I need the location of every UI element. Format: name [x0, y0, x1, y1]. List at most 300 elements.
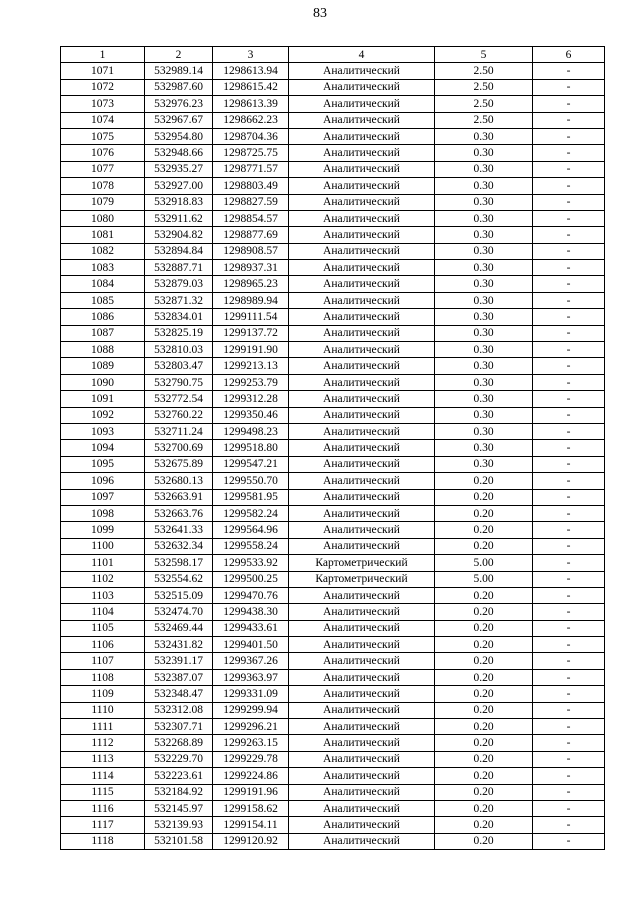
method-cell: Картометрический — [289, 555, 435, 571]
y-coordinate-cell: 1299367.26 — [213, 653, 289, 669]
method-cell: Аналитический — [289, 243, 435, 259]
x-coordinate-cell: 532879.03 — [145, 276, 213, 292]
table-row — [61, 571, 605, 587]
point-number-cell: 1111 — [61, 719, 145, 735]
y-coordinate-cell: 1299111.54 — [213, 309, 289, 325]
note-cell: - — [533, 604, 605, 620]
accuracy-cell: 0.20 — [435, 719, 533, 735]
note-cell: - — [533, 751, 605, 767]
point-number-cell: 1102 — [61, 571, 145, 587]
note-cell: - — [533, 735, 605, 751]
table-row — [61, 473, 605, 489]
point-number-cell: 1118 — [61, 833, 145, 849]
point-number-cell: 1087 — [61, 325, 145, 341]
point-number-cell: 1084 — [61, 276, 145, 292]
point-number-cell: 1072 — [61, 79, 145, 95]
method-cell: Аналитический — [289, 505, 435, 521]
accuracy-cell: 0.20 — [435, 473, 533, 489]
x-coordinate-cell: 532469.44 — [145, 620, 213, 636]
x-coordinate-cell: 532139.93 — [145, 817, 213, 833]
accuracy-cell: 0.20 — [435, 604, 533, 620]
table-row — [61, 227, 605, 243]
accuracy-cell: 0.20 — [435, 817, 533, 833]
method-cell: Аналитический — [289, 456, 435, 472]
note-cell: - — [533, 407, 605, 423]
note-cell: - — [533, 522, 605, 538]
accuracy-cell: 0.20 — [435, 800, 533, 816]
note-cell: - — [533, 702, 605, 718]
point-number-cell: 1088 — [61, 342, 145, 358]
method-cell: Аналитический — [289, 489, 435, 505]
x-coordinate-cell: 532229.70 — [145, 751, 213, 767]
note-cell: - — [533, 768, 605, 784]
point-number-cell: 1117 — [61, 817, 145, 833]
table-row — [61, 833, 605, 849]
x-coordinate-cell: 532834.01 — [145, 309, 213, 325]
accuracy-cell: 0.20 — [435, 637, 533, 653]
method-cell: Аналитический — [289, 735, 435, 751]
y-coordinate-cell: 1298662.23 — [213, 112, 289, 128]
y-coordinate-cell: 1299191.96 — [213, 784, 289, 800]
point-number-cell: 1092 — [61, 407, 145, 423]
method-cell: Аналитический — [289, 260, 435, 276]
x-coordinate-cell: 532967.67 — [145, 112, 213, 128]
table-row — [61, 407, 605, 423]
note-cell: - — [533, 276, 605, 292]
note-cell: - — [533, 784, 605, 800]
accuracy-cell: 0.20 — [435, 784, 533, 800]
table-row — [61, 538, 605, 554]
point-number-cell: 1095 — [61, 456, 145, 472]
table-row — [61, 489, 605, 505]
table-row — [61, 653, 605, 669]
table-row — [61, 587, 605, 603]
note-cell: - — [533, 112, 605, 128]
note-cell: - — [533, 505, 605, 521]
y-coordinate-cell: 1298613.39 — [213, 96, 289, 112]
column-header: 1 — [61, 47, 145, 63]
point-number-cell: 1077 — [61, 161, 145, 177]
y-coordinate-cell: 1298615.42 — [213, 79, 289, 95]
accuracy-cell: 0.30 — [435, 358, 533, 374]
y-coordinate-cell: 1299581.95 — [213, 489, 289, 505]
y-coordinate-cell: 1299120.92 — [213, 833, 289, 849]
x-coordinate-cell: 532987.60 — [145, 79, 213, 95]
table-header-row — [61, 47, 605, 63]
method-cell: Аналитический — [289, 292, 435, 308]
accuracy-cell: 5.00 — [435, 571, 533, 587]
method-cell: Аналитический — [289, 604, 435, 620]
method-cell: Аналитический — [289, 63, 435, 79]
note-cell: - — [533, 440, 605, 456]
point-number-cell: 1074 — [61, 112, 145, 128]
method-cell: Аналитический — [289, 96, 435, 112]
x-coordinate-cell: 532474.70 — [145, 604, 213, 620]
method-cell: Аналитический — [289, 538, 435, 554]
method-cell: Аналитический — [289, 768, 435, 784]
x-coordinate-cell: 532598.17 — [145, 555, 213, 571]
accuracy-cell: 0.30 — [435, 407, 533, 423]
table-row — [61, 620, 605, 636]
method-cell: Аналитический — [289, 358, 435, 374]
note-cell: - — [533, 719, 605, 735]
accuracy-cell: 0.20 — [435, 489, 533, 505]
table-row — [61, 637, 605, 653]
point-number-cell: 1101 — [61, 555, 145, 571]
note-cell: - — [533, 309, 605, 325]
y-coordinate-cell: 1299229.78 — [213, 751, 289, 767]
y-coordinate-cell: 1299331.09 — [213, 686, 289, 702]
accuracy-cell: 0.30 — [435, 440, 533, 456]
column-header: 3 — [213, 47, 289, 63]
table-row — [61, 423, 605, 439]
accuracy-cell: 0.30 — [435, 128, 533, 144]
x-coordinate-cell: 532663.91 — [145, 489, 213, 505]
method-cell: Аналитический — [289, 473, 435, 489]
note-cell: - — [533, 686, 605, 702]
accuracy-cell: 0.30 — [435, 210, 533, 226]
point-number-cell: 1093 — [61, 423, 145, 439]
point-number-cell: 1090 — [61, 374, 145, 390]
y-coordinate-cell: 1299518.80 — [213, 440, 289, 456]
y-coordinate-cell: 1298965.23 — [213, 276, 289, 292]
y-coordinate-cell: 1299299.94 — [213, 702, 289, 718]
x-coordinate-cell: 532145.97 — [145, 800, 213, 816]
y-coordinate-cell: 1299154.11 — [213, 817, 289, 833]
accuracy-cell: 0.20 — [435, 702, 533, 718]
note-cell: - — [533, 637, 605, 653]
table-row — [61, 325, 605, 341]
table-row — [61, 145, 605, 161]
table-row — [61, 735, 605, 751]
x-coordinate-cell: 532387.07 — [145, 669, 213, 685]
x-coordinate-cell: 532632.34 — [145, 538, 213, 554]
accuracy-cell: 0.20 — [435, 505, 533, 521]
y-coordinate-cell: 1299363.97 — [213, 669, 289, 685]
table-row — [61, 374, 605, 390]
accuracy-cell: 0.30 — [435, 194, 533, 210]
method-cell: Аналитический — [289, 227, 435, 243]
table-row — [61, 505, 605, 521]
accuracy-cell: 0.30 — [435, 342, 533, 358]
point-number-cell: 1096 — [61, 473, 145, 489]
table-row — [61, 751, 605, 767]
note-cell: - — [533, 374, 605, 390]
table-row — [61, 112, 605, 128]
method-cell: Аналитический — [289, 669, 435, 685]
y-coordinate-cell: 1299296.21 — [213, 719, 289, 735]
note-cell: - — [533, 800, 605, 816]
accuracy-cell: 0.30 — [435, 276, 533, 292]
table-row — [61, 63, 605, 79]
note-cell: - — [533, 292, 605, 308]
y-coordinate-cell: 1299533.92 — [213, 555, 289, 571]
table-row — [61, 522, 605, 538]
point-number-cell: 1099 — [61, 522, 145, 538]
accuracy-cell: 0.20 — [435, 669, 533, 685]
y-coordinate-cell: 1299253.79 — [213, 374, 289, 390]
point-number-cell: 1086 — [61, 309, 145, 325]
method-cell: Аналитический — [289, 374, 435, 390]
note-cell: - — [533, 227, 605, 243]
x-coordinate-cell: 532184.92 — [145, 784, 213, 800]
accuracy-cell: 0.30 — [435, 260, 533, 276]
accuracy-cell: 0.30 — [435, 325, 533, 341]
note-cell: - — [533, 342, 605, 358]
accuracy-cell: 0.20 — [435, 538, 533, 554]
x-coordinate-cell: 532887.71 — [145, 260, 213, 276]
table-row — [61, 768, 605, 784]
table-row — [61, 342, 605, 358]
point-number-cell: 1076 — [61, 145, 145, 161]
point-number-cell: 1098 — [61, 505, 145, 521]
table-row — [61, 702, 605, 718]
accuracy-cell: 0.30 — [435, 456, 533, 472]
x-coordinate-cell: 532641.33 — [145, 522, 213, 538]
point-number-cell: 1106 — [61, 637, 145, 653]
y-coordinate-cell: 1298827.59 — [213, 194, 289, 210]
x-coordinate-cell: 532223.61 — [145, 768, 213, 784]
note-cell: - — [533, 243, 605, 259]
note-cell: - — [533, 178, 605, 194]
y-coordinate-cell: 1298803.49 — [213, 178, 289, 194]
y-coordinate-cell: 1299550.70 — [213, 473, 289, 489]
point-number-cell: 1113 — [61, 751, 145, 767]
method-cell: Аналитический — [289, 522, 435, 538]
method-cell: Аналитический — [289, 423, 435, 439]
y-coordinate-cell: 1299433.61 — [213, 620, 289, 636]
table-row — [61, 96, 605, 112]
x-coordinate-cell: 532680.13 — [145, 473, 213, 489]
method-cell: Аналитический — [289, 342, 435, 358]
table-row — [61, 391, 605, 407]
column-header: 2 — [145, 47, 213, 63]
accuracy-cell: 0.30 — [435, 374, 533, 390]
y-coordinate-cell: 1298877.69 — [213, 227, 289, 243]
note-cell: - — [533, 391, 605, 407]
x-coordinate-cell: 532711.24 — [145, 423, 213, 439]
accuracy-cell: 2.50 — [435, 79, 533, 95]
method-cell: Аналитический — [289, 440, 435, 456]
x-coordinate-cell: 532663.76 — [145, 505, 213, 521]
accuracy-cell: 0.20 — [435, 587, 533, 603]
x-coordinate-cell: 532871.32 — [145, 292, 213, 308]
table-row — [61, 817, 605, 833]
point-number-cell: 1105 — [61, 620, 145, 636]
note-cell: - — [533, 423, 605, 439]
method-cell: Аналитический — [289, 161, 435, 177]
x-coordinate-cell: 532948.66 — [145, 145, 213, 161]
method-cell: Аналитический — [289, 833, 435, 849]
y-coordinate-cell: 1299564.96 — [213, 522, 289, 538]
note-cell: - — [533, 210, 605, 226]
table-row — [61, 604, 605, 620]
method-cell: Аналитический — [289, 751, 435, 767]
point-number-cell: 1078 — [61, 178, 145, 194]
point-number-cell: 1080 — [61, 210, 145, 226]
x-coordinate-cell: 532803.47 — [145, 358, 213, 374]
table-row — [61, 800, 605, 816]
y-coordinate-cell: 1299263.15 — [213, 735, 289, 751]
accuracy-cell: 0.20 — [435, 653, 533, 669]
x-coordinate-cell: 532307.71 — [145, 719, 213, 735]
x-coordinate-cell: 532268.89 — [145, 735, 213, 751]
y-coordinate-cell: 1299213.13 — [213, 358, 289, 374]
method-cell: Аналитический — [289, 800, 435, 816]
point-number-cell: 1104 — [61, 604, 145, 620]
method-cell: Аналитический — [289, 686, 435, 702]
page-number: 83 — [313, 6, 327, 21]
x-coordinate-cell: 532911.62 — [145, 210, 213, 226]
x-coordinate-cell: 532976.23 — [145, 96, 213, 112]
note-cell: - — [533, 358, 605, 374]
table-row — [61, 210, 605, 226]
table-body — [61, 63, 605, 850]
accuracy-cell: 0.20 — [435, 833, 533, 849]
method-cell: Аналитический — [289, 194, 435, 210]
point-number-cell: 1108 — [61, 669, 145, 685]
method-cell: Аналитический — [289, 637, 435, 653]
y-coordinate-cell: 1299312.28 — [213, 391, 289, 407]
point-number-cell: 1100 — [61, 538, 145, 554]
x-coordinate-cell: 532312.08 — [145, 702, 213, 718]
point-number-cell: 1083 — [61, 260, 145, 276]
y-coordinate-cell: 1299224.86 — [213, 768, 289, 784]
method-cell: Аналитический — [289, 112, 435, 128]
point-number-cell: 1097 — [61, 489, 145, 505]
note-cell: - — [533, 833, 605, 849]
x-coordinate-cell: 532954.80 — [145, 128, 213, 144]
y-coordinate-cell: 1298854.57 — [213, 210, 289, 226]
method-cell: Аналитический — [289, 178, 435, 194]
note-cell: - — [533, 620, 605, 636]
accuracy-cell: 0.30 — [435, 161, 533, 177]
y-coordinate-cell: 1299500.25 — [213, 571, 289, 587]
method-cell: Аналитический — [289, 620, 435, 636]
note-cell: - — [533, 325, 605, 341]
y-coordinate-cell: 1298908.57 — [213, 243, 289, 259]
point-number-cell: 1116 — [61, 800, 145, 816]
accuracy-cell: 0.30 — [435, 227, 533, 243]
method-cell: Аналитический — [289, 719, 435, 735]
table-row — [61, 79, 605, 95]
table-row — [61, 292, 605, 308]
method-cell: Аналитический — [289, 210, 435, 226]
y-coordinate-cell: 1298771.57 — [213, 161, 289, 177]
point-number-cell: 1081 — [61, 227, 145, 243]
method-cell: Аналитический — [289, 325, 435, 341]
y-coordinate-cell: 1299350.46 — [213, 407, 289, 423]
table-row — [61, 260, 605, 276]
x-coordinate-cell: 532894.84 — [145, 243, 213, 259]
x-coordinate-cell: 532431.82 — [145, 637, 213, 653]
x-coordinate-cell: 532772.54 — [145, 391, 213, 407]
accuracy-cell: 0.30 — [435, 178, 533, 194]
x-coordinate-cell: 532760.22 — [145, 407, 213, 423]
point-number-cell: 1079 — [61, 194, 145, 210]
y-coordinate-cell: 1299498.23 — [213, 423, 289, 439]
table-row — [61, 456, 605, 472]
point-number-cell: 1085 — [61, 292, 145, 308]
point-number-cell: 1075 — [61, 128, 145, 144]
coordinates-table — [60, 46, 605, 850]
y-coordinate-cell: 1299191.90 — [213, 342, 289, 358]
table-row — [61, 358, 605, 374]
accuracy-cell: 0.30 — [435, 309, 533, 325]
note-cell: - — [533, 96, 605, 112]
point-number-cell: 1091 — [61, 391, 145, 407]
point-number-cell: 1089 — [61, 358, 145, 374]
x-coordinate-cell: 532927.00 — [145, 178, 213, 194]
method-cell: Аналитический — [289, 587, 435, 603]
x-coordinate-cell: 532675.89 — [145, 456, 213, 472]
note-cell: - — [533, 817, 605, 833]
table-row — [61, 784, 605, 800]
x-coordinate-cell: 532790.75 — [145, 374, 213, 390]
note-cell: - — [533, 161, 605, 177]
y-coordinate-cell: 1299558.24 — [213, 538, 289, 554]
table-row — [61, 194, 605, 210]
y-coordinate-cell: 1299547.21 — [213, 456, 289, 472]
accuracy-cell: 5.00 — [435, 555, 533, 571]
x-coordinate-cell: 532391.17 — [145, 653, 213, 669]
table-row — [61, 276, 605, 292]
table-row — [61, 161, 605, 177]
method-cell: Аналитический — [289, 817, 435, 833]
method-cell: Аналитический — [289, 407, 435, 423]
point-number-cell: 1112 — [61, 735, 145, 751]
note-cell: - — [533, 194, 605, 210]
note-cell: - — [533, 538, 605, 554]
x-coordinate-cell: 532918.83 — [145, 194, 213, 210]
accuracy-cell: 0.20 — [435, 751, 533, 767]
y-coordinate-cell: 1299438.30 — [213, 604, 289, 620]
method-cell: Аналитический — [289, 784, 435, 800]
x-coordinate-cell: 532700.69 — [145, 440, 213, 456]
note-cell: - — [533, 653, 605, 669]
accuracy-cell: 0.30 — [435, 145, 533, 161]
method-cell: Аналитический — [289, 391, 435, 407]
column-header: 5 — [435, 47, 533, 63]
method-cell: Аналитический — [289, 309, 435, 325]
accuracy-cell: 0.30 — [435, 243, 533, 259]
y-coordinate-cell: 1298937.31 — [213, 260, 289, 276]
table-row — [61, 440, 605, 456]
point-number-cell: 1073 — [61, 96, 145, 112]
method-cell: Картометрический — [289, 571, 435, 587]
accuracy-cell: 0.20 — [435, 686, 533, 702]
note-cell: - — [533, 128, 605, 144]
note-cell: - — [533, 63, 605, 79]
y-coordinate-cell: 1298989.94 — [213, 292, 289, 308]
x-coordinate-cell: 532935.27 — [145, 161, 213, 177]
y-coordinate-cell: 1299582.24 — [213, 505, 289, 521]
x-coordinate-cell: 532825.19 — [145, 325, 213, 341]
y-coordinate-cell: 1299401.50 — [213, 637, 289, 653]
note-cell: - — [533, 456, 605, 472]
table-row — [61, 128, 605, 144]
accuracy-cell: 0.20 — [435, 735, 533, 751]
point-number-cell: 1114 — [61, 768, 145, 784]
accuracy-cell: 0.20 — [435, 620, 533, 636]
note-cell: - — [533, 79, 605, 95]
x-coordinate-cell: 532810.03 — [145, 342, 213, 358]
point-number-cell: 1110 — [61, 702, 145, 718]
method-cell: Аналитический — [289, 276, 435, 292]
x-coordinate-cell: 532554.62 — [145, 571, 213, 587]
method-cell: Аналитический — [289, 653, 435, 669]
note-cell: - — [533, 260, 605, 276]
